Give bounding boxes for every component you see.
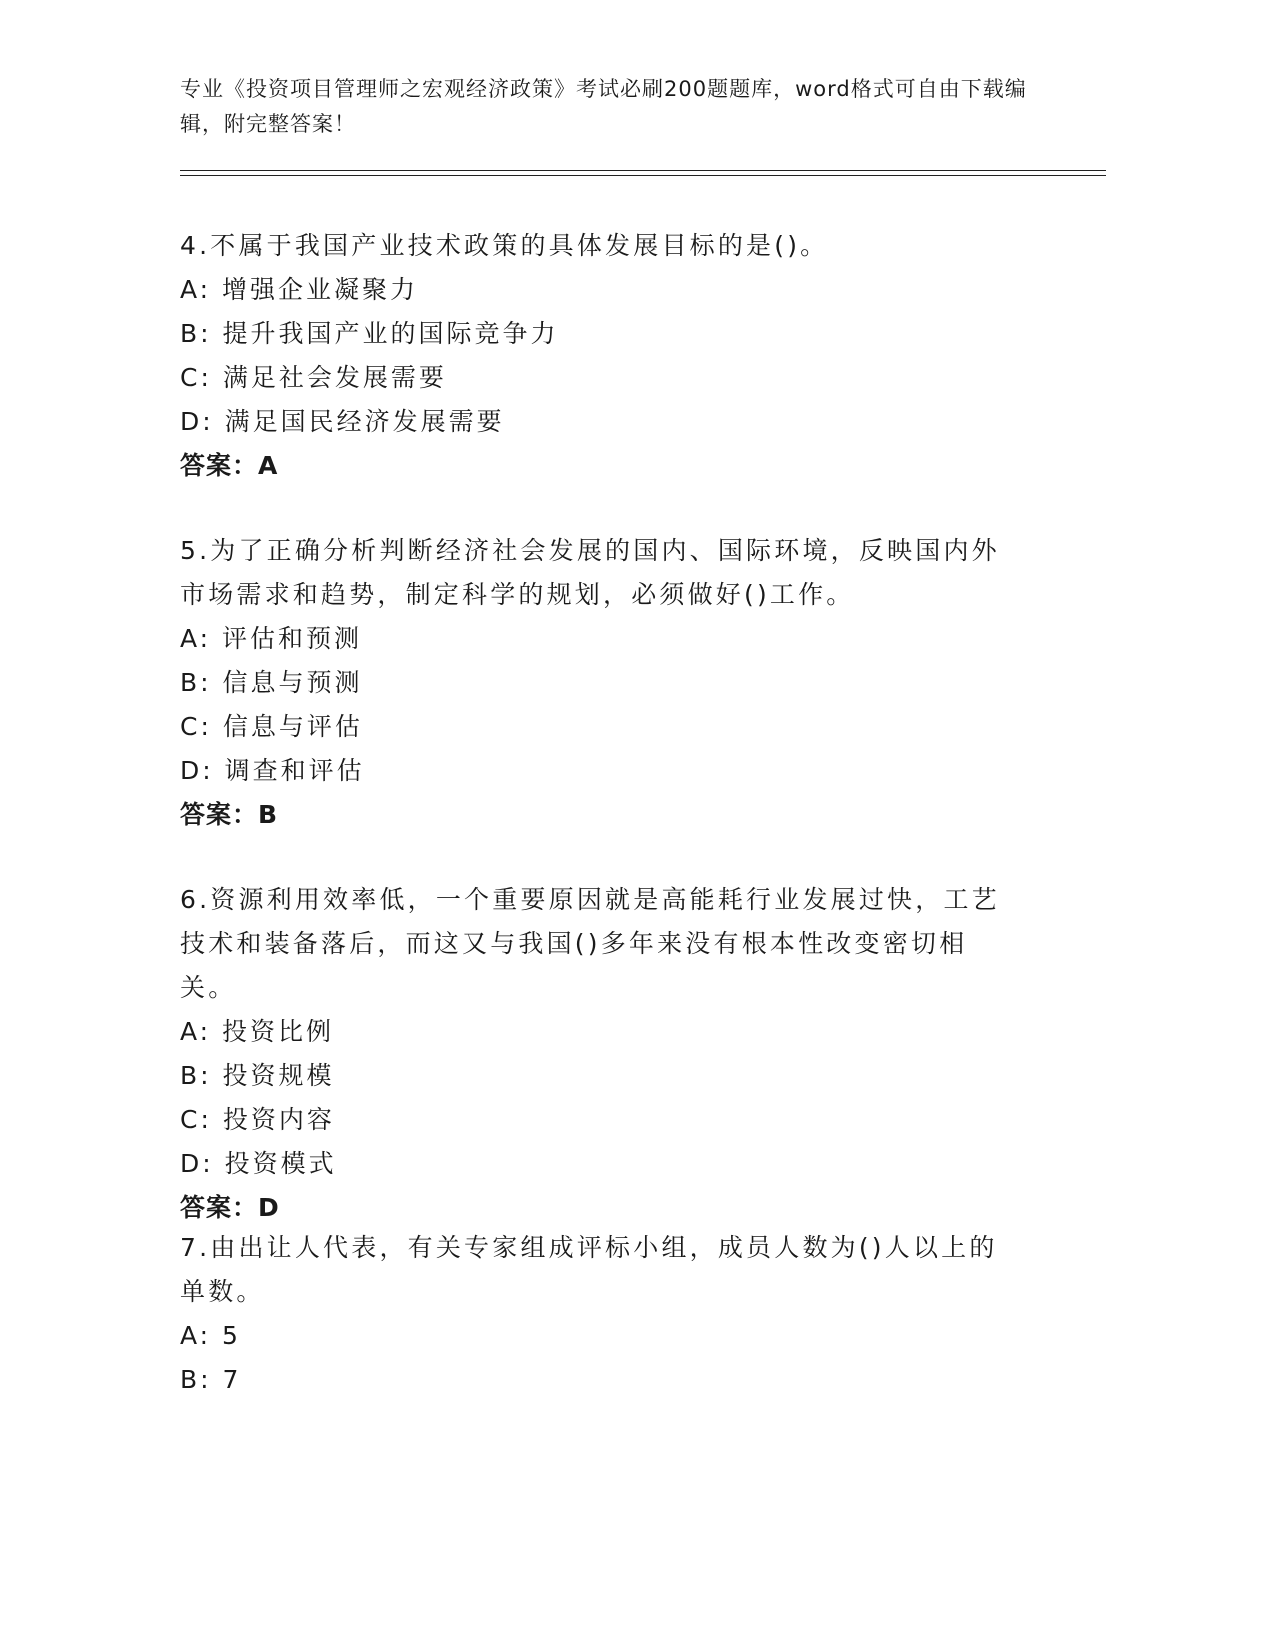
header-divider-top	[180, 170, 1106, 171]
question-stem: 7.由出让人代表，有关专家组成评标小组，成员人数为()人以上的单数。	[180, 1233, 998, 1306]
option-a: A: 评估和预测	[180, 624, 363, 653]
answer-value: A	[258, 451, 279, 480]
question-stem: 4.不属于我国产业技术政策的具体发展目标的是()。	[180, 231, 829, 260]
option-b: B: 7	[180, 1365, 242, 1394]
answer	[180, 444, 1020, 488]
option-d: D: 满足国民经济发展需要	[180, 407, 505, 436]
option-b: B: 信息与预测	[180, 668, 363, 697]
question-5	[180, 529, 1020, 837]
option-b: B: 投资规模	[180, 1061, 335, 1090]
question-6	[180, 878, 1020, 1230]
answer	[180, 1186, 1020, 1230]
header-divider-bottom	[180, 175, 1106, 176]
answer-value: D	[258, 1193, 280, 1222]
question-stem: 5.为了正确分析判断经济社会发展的国内、国际环境，反映国内外市场需求和趋势，制定科学的规划，必须做好()工作。	[180, 536, 1000, 609]
question-7	[180, 1226, 1020, 1402]
answer-label: 答案：	[180, 451, 259, 480]
question-stem: 6.资源利用效率低，一个重要原因就是高能耗行业发展过快，工艺技术和装备落后，而这又与我国()多年来没有根本性改变密切相关。	[180, 885, 1000, 1002]
question-4	[180, 224, 1020, 488]
option-d: D: 投资模式	[180, 1149, 337, 1178]
answer-value: B	[258, 800, 279, 829]
option-c: C: 投资内容	[180, 1105, 335, 1134]
answer-label: 答案：	[180, 1193, 259, 1222]
answer-label: 答案：	[180, 800, 259, 829]
option-c: C: 信息与评估	[180, 712, 363, 741]
option-a: A: 5	[180, 1321, 241, 1350]
option-b: B: 提升我国产业的国际竞争力	[180, 319, 559, 348]
option-d: D: 调查和评估	[180, 756, 365, 785]
option-c: C: 满足社会发展需要	[180, 363, 447, 392]
option-a: A: 增强企业凝聚力	[180, 275, 419, 304]
answer	[180, 793, 1020, 837]
document-header: 专业《投资项目管理师之宏观经济政策》考试必刷200题题库，word格式可自由下载编辑，附完整答案！	[180, 77, 1027, 136]
option-a: A: 投资比例	[180, 1017, 335, 1046]
